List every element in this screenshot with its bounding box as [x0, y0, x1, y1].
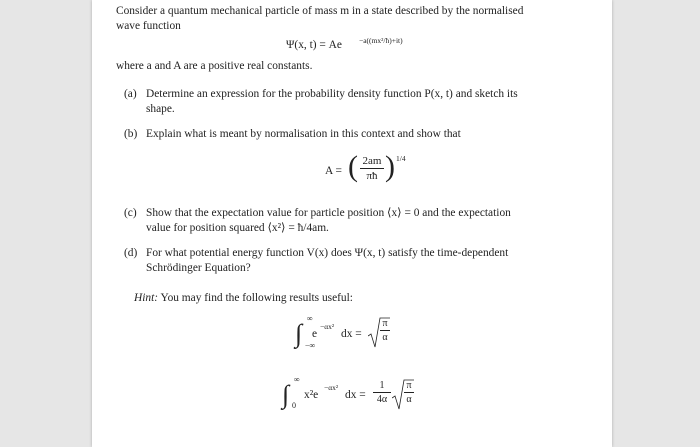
integral2-fraction-denominator: 4α [376, 394, 388, 405]
normalisation-fraction [360, 155, 384, 182]
normalisation-power: 1/4 [396, 154, 406, 163]
part-a-line-2: shape. [146, 103, 175, 115]
wavefunction-equation: Ψ(x, t) = Ae [286, 39, 342, 51]
integral1-lower-limit: −∞ [305, 341, 316, 350]
integral-sign-icon: ∫ [295, 319, 303, 348]
hint-label: Hint: [134, 292, 159, 304]
fraction-denominator: πħ [366, 170, 378, 182]
integral2-upper-limit: ∞ [294, 375, 300, 384]
integral-sign-icon: ∫ [282, 380, 290, 409]
left-paren-icon: ( [348, 150, 358, 183]
integral1-dx: dx = [341, 328, 362, 340]
fraction-bar [360, 168, 384, 169]
integral2-exponent: −αx² [324, 383, 339, 392]
intro-line-1: Consider a quantum mechanical particle of mass m in a state described by the normalised [116, 5, 524, 17]
integral1-upper-limit: ∞ [307, 314, 313, 323]
part-c-line-2: value for position squared ⟨x²⟩ = ħ/4am. [146, 222, 329, 234]
fraction-numerator: 2am [362, 155, 382, 167]
integral2-lower-limit: 0 [292, 401, 296, 410]
integral1-sqrt-fraction [380, 318, 390, 343]
wavefunction-exponent: −a((mx²/ħ)+it) [359, 36, 403, 45]
integral2-sqrt-numerator: π [406, 380, 412, 391]
hint-text: You may find the following results useful: [160, 292, 353, 304]
hint-line [134, 291, 353, 306]
part-c-label: (c) [124, 207, 137, 219]
part-b-line-1: Explain what is meant by normalisation in this context and show that [146, 128, 461, 140]
integral1-sqrt-denominator: α [382, 332, 388, 343]
integral2-integrand: x²e [304, 389, 319, 401]
document-page [92, 0, 612, 447]
part-a-label: (a) [124, 88, 137, 100]
integral2-sqrt-fraction [404, 380, 414, 405]
intro-line-2: wave function [116, 20, 181, 32]
integral2-fraction-numerator: 1 [379, 380, 385, 391]
part-b-label: (b) [124, 128, 138, 140]
part-d-line-2: Schrödinger Equation? [146, 262, 251, 274]
part-c-line-1: Show that the expectation value for particle position ⟨x⟩ = 0 and the expectation [146, 207, 511, 219]
fraction-bar [404, 392, 414, 393]
integral1-sqrt-numerator: π [382, 318, 388, 329]
integral1-integrand: e [312, 328, 318, 340]
fraction-bar [380, 330, 390, 331]
integral2-sqrt-denominator: α [406, 394, 412, 405]
constants-line: where a and A are a positive real constants. [116, 60, 313, 72]
integral1-exponent: −αx² [320, 322, 335, 331]
integral2-dx: dx = [345, 389, 366, 401]
part-d-line-1: For what potential energy function V(x) does Ψ(x, t) satisfy the time-dependent [146, 247, 509, 259]
fraction-bar [373, 392, 391, 393]
part-d-label: (d) [124, 247, 138, 259]
right-paren-icon: ) [385, 150, 395, 183]
normalisation-lhs: A = [325, 165, 342, 177]
part-a-line-1: Determine an expression for the probability density function P(x, t) and sketch its [146, 88, 518, 100]
integral2-fraction [373, 380, 391, 405]
